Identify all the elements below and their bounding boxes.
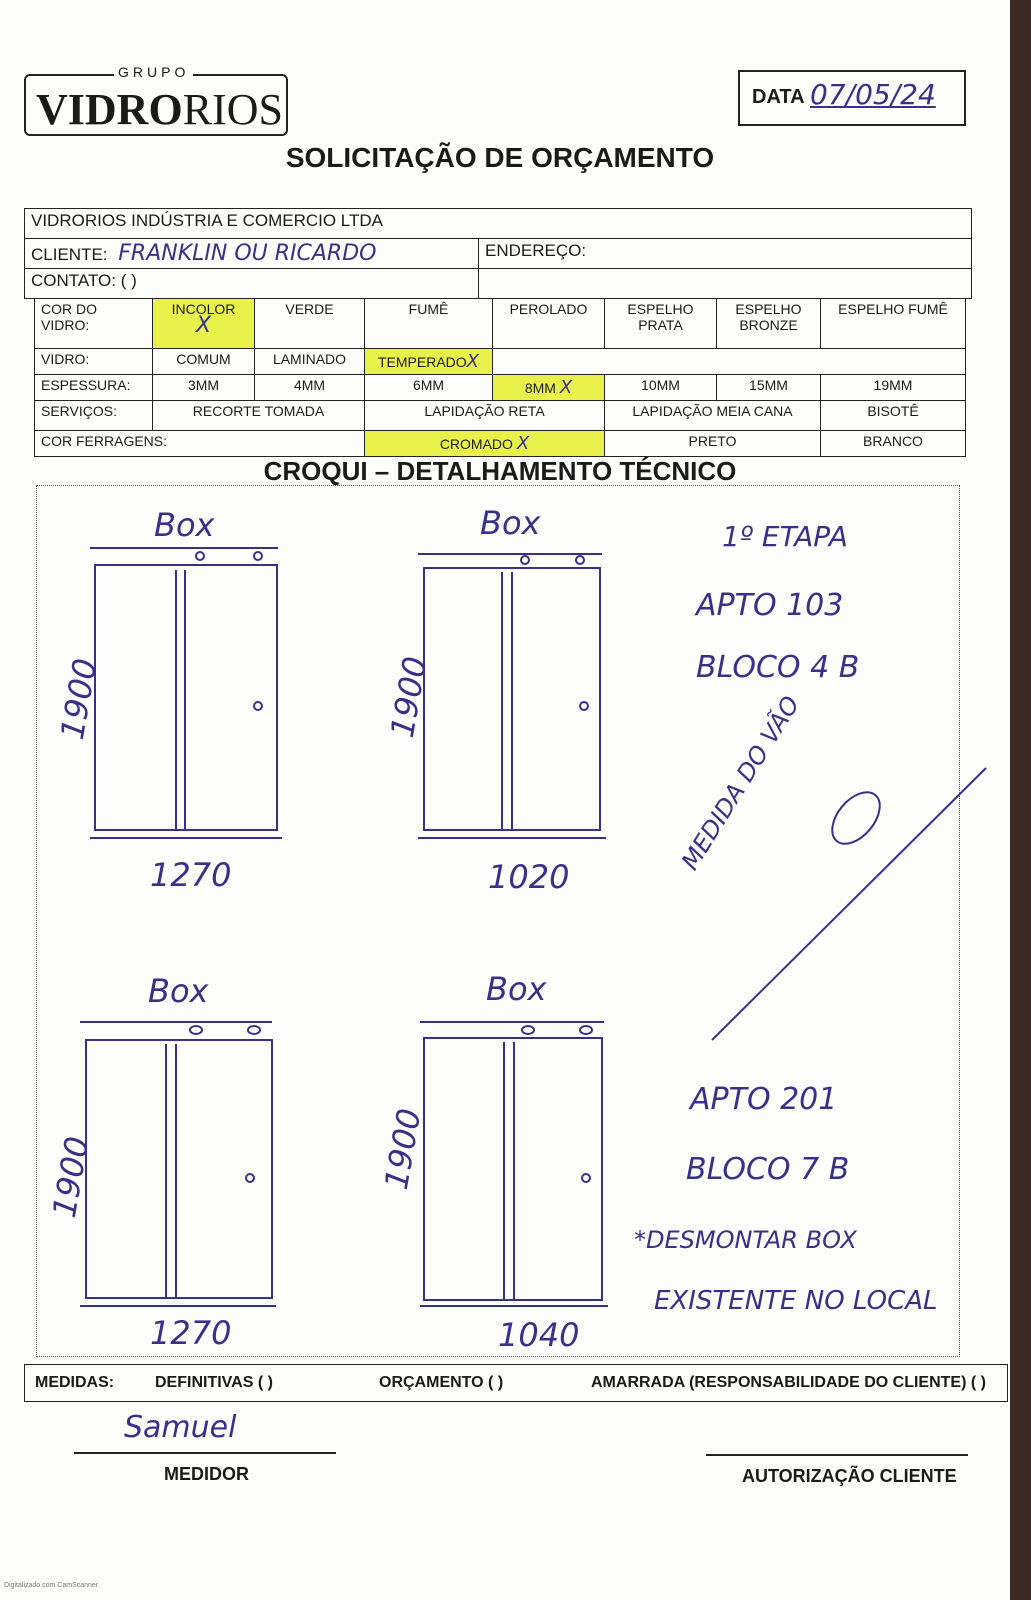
color-incolor: INCOLOR <box>171 301 236 317</box>
page-title: SOLICITAÇÃO DE ORÇAMENTO <box>285 142 715 173</box>
box-height-4: 1900 <box>376 1105 429 1193</box>
cor-label-2: VIDRO: <box>41 317 90 333</box>
box-height-1: 1900 <box>52 655 105 743</box>
note-medida-vao: MEDIDA DO VÃO <box>676 691 806 875</box>
espelho-fume: ESPELHO FUMÊ <box>821 299 966 349</box>
esp-15mm: 15MM <box>717 375 821 401</box>
box-drawing-3 <box>80 1022 276 1306</box>
servico-recorte: RECORTE TOMADA <box>153 401 365 431</box>
note-bloco-1: BLOCO 4 B <box>696 650 860 685</box>
esp-10mm: 10MM <box>605 375 717 401</box>
note-existente: EXISTENTE NO LOCAL <box>654 1286 938 1316</box>
esp-6mm: 6MM <box>365 375 493 401</box>
box-label-2: Box <box>480 504 541 542</box>
box-drawing-4 <box>420 1022 608 1306</box>
box-width-2: 1020 <box>488 858 570 896</box>
mark-temperado: X <box>466 351 480 372</box>
company-name: VIDRORIOS INDÚSTRIA E COMERCIO LTDA <box>25 209 972 239</box>
sketch-title: CROQUI – DETALHAMENTO TÉCNICO <box>263 456 737 486</box>
ferragem-cromado: CROMADO <box>439 436 513 452</box>
color-verde: VERDE <box>255 299 365 349</box>
esp-4mm: 4MM <box>255 375 365 401</box>
box-height-2: 1900 <box>382 653 435 741</box>
esp-3mm: 3MM <box>153 375 255 401</box>
ferragens-label: COR FERRAGENS: <box>35 431 365 457</box>
mark-cromado: X <box>516 433 530 454</box>
note-apto-2: APTO 201 <box>690 1082 838 1117</box>
diagonal-line <box>712 768 986 1040</box>
contact-label: CONTATO: ( ) <box>31 271 137 290</box>
client-signature-line <box>706 1454 968 1456</box>
vidro-temperado: TEMPERADO <box>377 354 467 370</box>
client-label: CLIENTE: <box>31 245 108 264</box>
mark-8mm: X <box>559 377 573 398</box>
box-label-3: Box <box>148 972 209 1010</box>
esp-19mm: 19MM <box>821 375 966 401</box>
medidor-signature-line <box>74 1452 336 1454</box>
logo-bold: VIDRO <box>36 85 183 134</box>
date-value: 07/05/24 <box>810 78 936 111</box>
box-label-1: Box <box>154 506 215 544</box>
scanner-watermark: Digitalizado com CamScanner <box>4 1582 99 1589</box>
medidas-label: MEDIDAS: <box>35 1374 115 1391</box>
note-apto-1: APTO 103 <box>696 588 844 623</box>
box-drawing-2 <box>418 554 606 838</box>
cor-label-1: COR DO <box>41 301 97 317</box>
address-label: ENDEREÇO: <box>485 241 587 260</box>
date-label: DATA <box>752 86 805 108</box>
box-width-3: 1270 <box>150 1314 232 1352</box>
mark-incolor: X <box>195 313 212 338</box>
note-etapa: 1º ETAPA <box>722 520 848 553</box>
note-bloco-2: BLOCO 7 B <box>686 1152 850 1187</box>
ferragem-branco: BRANCO <box>821 431 966 457</box>
box-width-4: 1040 <box>498 1316 580 1354</box>
color-fume: FUMÊ <box>365 299 493 349</box>
espelho-prata-2: PRATA <box>638 317 683 333</box>
box-height-3: 1900 <box>44 1133 97 1221</box>
espessura-label: ESPESSURA: <box>35 375 153 401</box>
esp-8mm: 8MM <box>524 380 556 396</box>
medidor-label: MEDIDOR <box>164 1464 249 1484</box>
espelho-bronze-2: BRONZE <box>739 317 798 333</box>
box-drawing-1 <box>90 548 282 838</box>
espelho-bronze-1: ESPELHO <box>735 301 802 317</box>
logo-light: RIOS <box>182 85 283 134</box>
vidro-laminado: LAMINADO <box>255 349 365 375</box>
servico-meia-cana: LAPIDAÇÃO MEIA CANA <box>605 401 821 431</box>
vidro-label: VIDRO: <box>35 349 153 375</box>
note-desmontar: *DESMONTAR BOX <box>634 1226 857 1254</box>
signature: Samuel <box>124 1410 237 1445</box>
amarrada-option: AMARRADA (RESPONSABILIDADE DO CLIENTE) ( ) <box>591 1374 986 1391</box>
espelho-prata-1: ESPELHO <box>627 301 694 317</box>
measures-row <box>24 1364 1008 1402</box>
servico-bisote: BISOTÊ <box>821 401 966 431</box>
box-label-4: Box <box>486 970 547 1008</box>
servico-lapidacao-reta: LAPIDAÇÃO RETA <box>365 401 605 431</box>
orcamento-option: ORÇAMENTO ( ) <box>379 1374 504 1391</box>
definitivas-option: DEFINITIVAS ( ) <box>155 1374 273 1391</box>
servicos-label: SERVIÇOS: <box>35 401 153 431</box>
logo-group-text: GRUPO <box>114 64 193 80</box>
autorizacao-label: AUTORIZAÇÃO CLIENTE <box>742 1466 957 1486</box>
box-width-1: 1270 <box>150 856 232 894</box>
ferragem-preto: PRETO <box>605 431 821 457</box>
vao-circle <box>823 783 889 852</box>
vidro-comum: COMUM <box>153 349 255 375</box>
color-perolado: PEROLADO <box>493 299 605 349</box>
client-value: FRANKLIN OU RICARDO <box>118 241 377 266</box>
